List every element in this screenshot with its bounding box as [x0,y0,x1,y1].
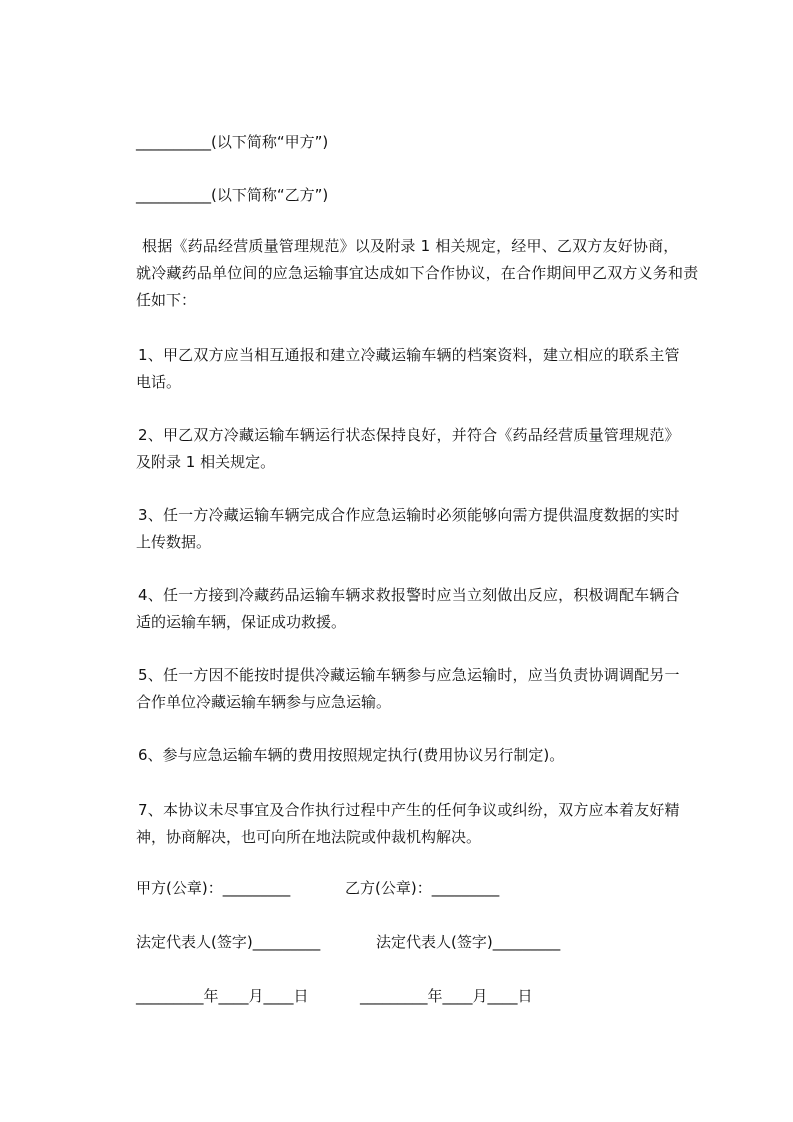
party-b-representative: 法定代表人(签字)_________ [376,933,561,951]
clause-2-line-2: 及附录 1 相关规定。 [136,453,276,471]
party-a-seal: 甲方(公章)：_________ [136,879,291,897]
clause-5-line-1: 5、任一方因不能按时提供冷藏运输车辆参与应急运输时，应当负责协调调配另一 [138,666,680,684]
clause-1-line-2: 电话。 [136,373,182,391]
party-b-seal: 乙方(公章)：_________ [345,879,500,897]
party-b-line: __________(以下简称“乙方”) [136,186,329,204]
clause-1-line-1: 1、甲乙双方应当相互通报和建立冷藏运输车辆的档案资料，建立相应的联系主管 [138,346,680,364]
clause-3-line-1: 3、任一方冷藏运输车辆完成合作应急运输时必须能够向需方提供温度数据的实时 [138,506,680,524]
clause-7-line-2: 神，协商解决，也可向所在地法院或仲裁机构解决。 [136,828,482,846]
party-a-line: __________(以下简称“甲方”) [136,133,329,151]
clause-3-line-2: 上传数据。 [136,533,212,551]
intro-line-1: 根据《药品经营质量管理规范》以及附录 1 相关规定，经甲、乙双方友好协商， [142,237,679,255]
intro-line-2: 就冷藏药品单位间的应急运输事宜达成如下合作协议，在合作期间甲乙双方义务和责 [136,264,699,282]
clause-4-line-1: 4、任一方接到冷藏药品运输车辆求救报警时应当立刻做出反应，积极调配车辆合 [138,586,680,604]
clause-2-line-1: 2、甲乙双方冷藏运输车辆运行状态保持良好，并符合《药品经营质量管理规范》 [138,426,680,444]
clause-7-line-1: 7、本协议未尽事宜及合作执行过程中产生的任何争议或纠纷，双方应本着友好精 [138,801,680,819]
clause-6-line-1: 6、参与应急运输车辆的费用按照规定执行(费用协议另行制定)。 [138,746,565,764]
intro-line-3: 任如下： [136,291,197,309]
party-b-date: _________年____月____日 [360,987,533,1005]
party-a-representative: 法定代表人(签字)_________ [136,933,321,951]
clause-4-line-2: 适的运输车辆，保证成功救援。 [136,613,347,631]
clause-5-line-2: 合作单位冷藏运输车辆参与应急运输。 [136,693,392,711]
party-a-date: _________年____月____日 [136,987,309,1005]
